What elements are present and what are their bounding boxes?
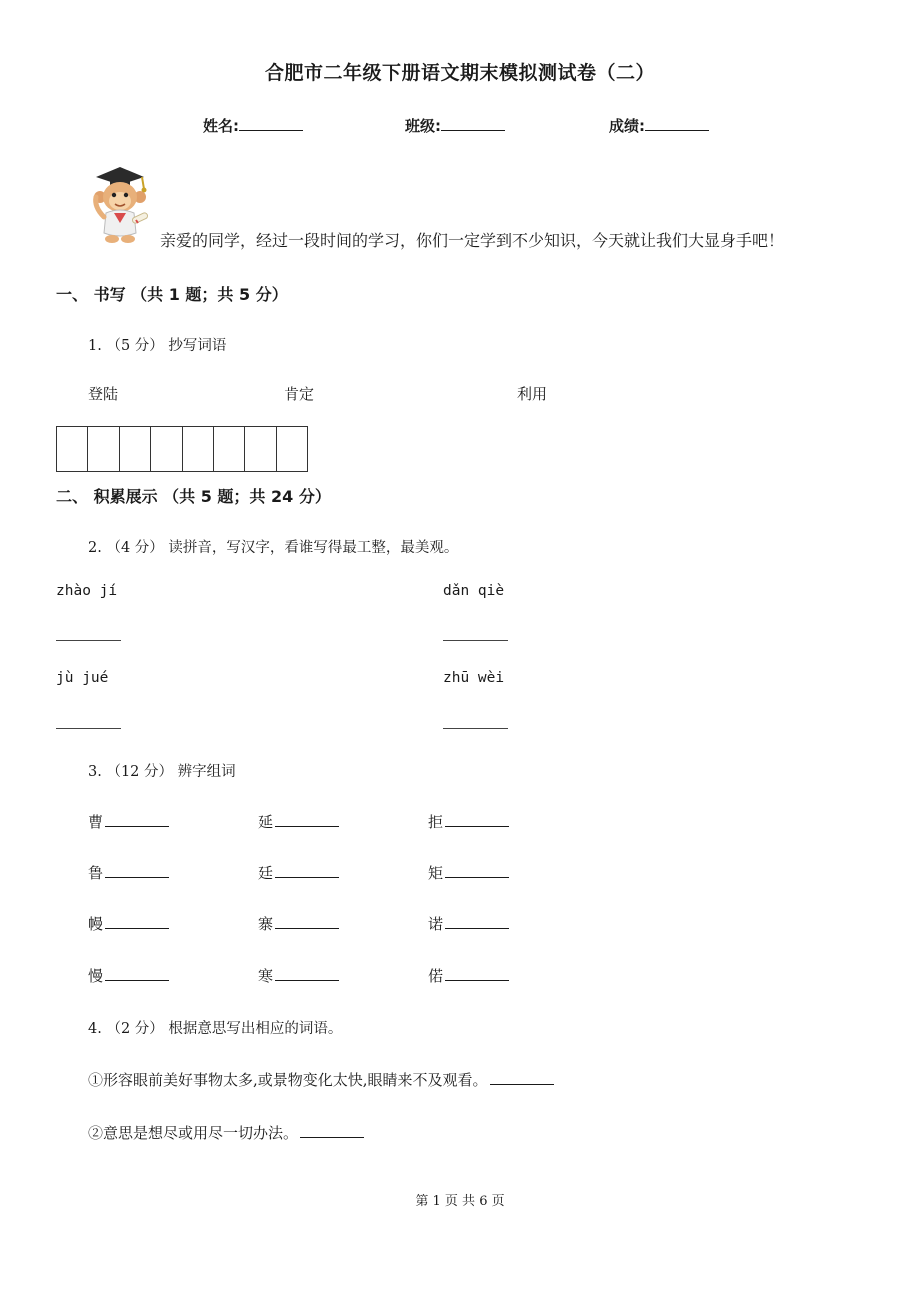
char: 寨 bbox=[258, 915, 274, 933]
char-blank[interactable] bbox=[428, 965, 509, 986]
answer-blank[interactable] bbox=[490, 1070, 554, 1085]
char: 矩 bbox=[428, 864, 444, 882]
copy-word-1: 登陆 bbox=[88, 385, 119, 403]
answer-line[interactable] bbox=[56, 640, 121, 641]
char-blank[interactable] bbox=[88, 965, 169, 986]
question-4-text: 4. （2 分） 根据意思写出相应的词语。 bbox=[88, 1021, 343, 1037]
q4-item-2-text: ②意思是想尽或用尽一切办法。 bbox=[88, 1124, 299, 1142]
pinyin-1: zhào jí bbox=[56, 583, 118, 599]
writing-grid[interactable] bbox=[56, 426, 308, 472]
class-blank[interactable] bbox=[441, 116, 505, 131]
grid-cell[interactable] bbox=[151, 427, 182, 471]
char-blank[interactable] bbox=[88, 862, 169, 883]
page-footer: 第 1 页 共 6 页 bbox=[415, 1194, 505, 1209]
intro-text: 亲爱的同学，经过一段时间的学习，你们一定学到不少知识，今天就让我们大显身手吧！ bbox=[160, 231, 785, 250]
char-blank[interactable] bbox=[88, 811, 169, 832]
char: 鲁 bbox=[88, 864, 104, 882]
answer-blank[interactable] bbox=[105, 863, 169, 878]
answer-blank[interactable] bbox=[275, 914, 339, 929]
grid-cell[interactable] bbox=[277, 427, 307, 471]
char: 寒 bbox=[258, 967, 274, 985]
char-blank[interactable] bbox=[258, 965, 339, 986]
char-blank[interactable] bbox=[258, 811, 339, 832]
score-label: 成绩: bbox=[609, 117, 645, 135]
answer-blank[interactable] bbox=[300, 1123, 364, 1138]
section-2-heading: 二、 积累展示 （共 5 题；共 24 分） bbox=[56, 487, 331, 506]
answer-blank[interactable] bbox=[105, 966, 169, 981]
grid-cell[interactable] bbox=[120, 427, 151, 471]
pinyin-2: dǎn qiè bbox=[443, 583, 505, 599]
question-2-text: 2. （4 分） 读拼音，写汉字，看谁写得最工整，最美观。 bbox=[88, 540, 459, 556]
char: 延 bbox=[258, 813, 274, 831]
section-1-heading: 一、 书写 （共 1 题；共 5 分） bbox=[56, 285, 288, 304]
answer-blank[interactable] bbox=[275, 966, 339, 981]
q4-item-2 bbox=[88, 1122, 364, 1143]
answer-blank[interactable] bbox=[275, 812, 339, 827]
answer-blank[interactable] bbox=[445, 812, 509, 827]
char-blank[interactable] bbox=[428, 811, 509, 832]
q4-item-1 bbox=[88, 1069, 554, 1090]
name-field bbox=[203, 115, 303, 136]
grid-cell[interactable] bbox=[245, 427, 276, 471]
grid-cell[interactable] bbox=[57, 427, 88, 471]
question-1-text: 1. （5 分） 抄写词语 bbox=[88, 338, 227, 354]
name-blank[interactable] bbox=[239, 116, 303, 131]
answer-blank[interactable] bbox=[105, 812, 169, 827]
copy-word-2: 肯定 bbox=[284, 385, 315, 403]
pinyin-4: zhū wèi bbox=[443, 670, 505, 686]
score-field bbox=[609, 115, 709, 136]
answer-blank[interactable] bbox=[275, 863, 339, 878]
char: 诺 bbox=[428, 915, 444, 933]
char: 偌 bbox=[428, 967, 444, 985]
copy-word-3: 利用 bbox=[517, 385, 548, 403]
answer-blank[interactable] bbox=[445, 863, 509, 878]
answer-line[interactable] bbox=[443, 640, 508, 641]
char: 幔 bbox=[88, 915, 104, 933]
q4-item-1-text: ①形容眼前美好事物太多,或景物变化太快,眼睛来不及观看。 bbox=[88, 1071, 488, 1089]
pinyin-3: jù jué bbox=[56, 670, 109, 686]
grid-cell[interactable] bbox=[183, 427, 214, 471]
answer-blank[interactable] bbox=[445, 914, 509, 929]
char-blank[interactable] bbox=[428, 913, 509, 934]
grid-cell[interactable] bbox=[88, 427, 119, 471]
grid-cell[interactable] bbox=[214, 427, 245, 471]
char: 曹 bbox=[88, 813, 104, 831]
score-blank[interactable] bbox=[645, 116, 709, 131]
char-blank[interactable] bbox=[258, 913, 339, 934]
question-3-text: 3. （12 分） 辨字组词 bbox=[88, 764, 236, 780]
class-label: 班级: bbox=[405, 117, 441, 135]
graduate-mascot-icon bbox=[86, 163, 152, 247]
answer-line[interactable] bbox=[56, 728, 121, 729]
char-blank[interactable] bbox=[428, 862, 509, 883]
name-label: 姓名: bbox=[203, 117, 239, 135]
char: 拒 bbox=[428, 813, 444, 831]
char: 廷 bbox=[258, 864, 274, 882]
page-title: 合肥市二年级下册语文期末模拟测试卷（二） bbox=[264, 62, 655, 84]
answer-blank[interactable] bbox=[105, 914, 169, 929]
char-blank[interactable] bbox=[88, 913, 169, 934]
char-blank[interactable] bbox=[258, 862, 339, 883]
answer-line[interactable] bbox=[443, 728, 508, 729]
char: 慢 bbox=[88, 967, 104, 985]
class-field bbox=[405, 115, 505, 136]
answer-blank[interactable] bbox=[445, 966, 509, 981]
